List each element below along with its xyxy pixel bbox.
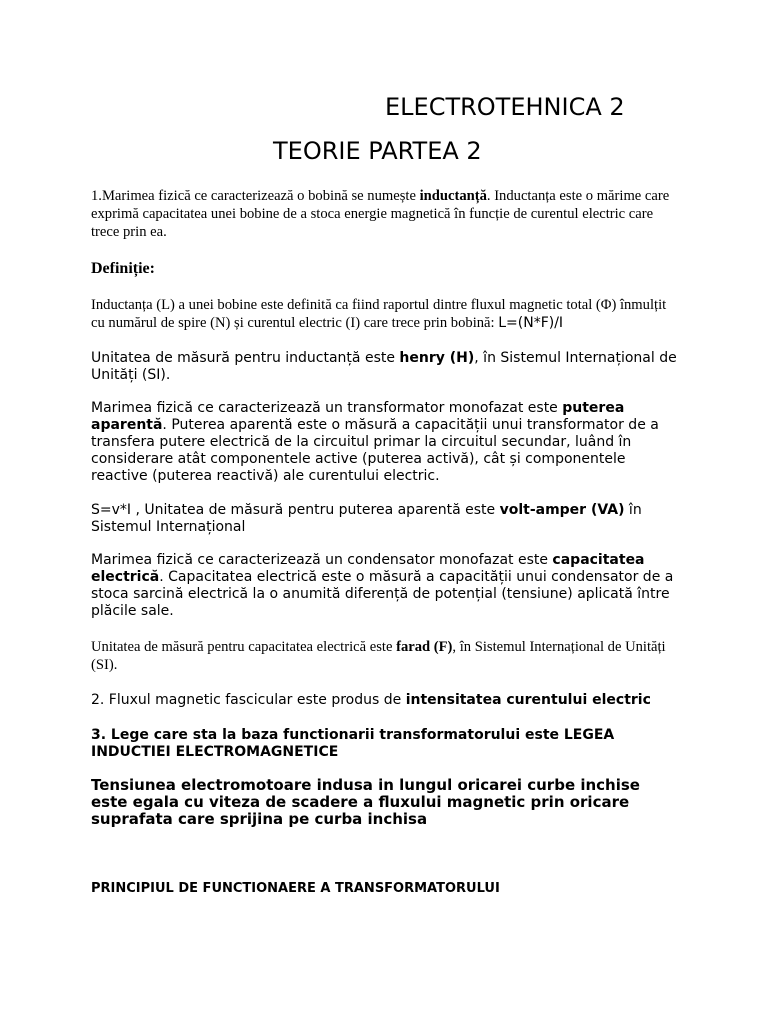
paragraph-henry-text-end: , în Sistemul Internațional de Unități (SI). xyxy=(91,350,677,383)
paragraph-volt-ampere-text-end: în Sistemul Internațional xyxy=(91,502,642,535)
paragraph-farad-text-end: , în Sistemul Internațional de Unități (SI). xyxy=(91,639,666,673)
paragraph-inductance xyxy=(91,187,681,241)
section-heading: PRINCIPIUL DE FUNCTIONAERE A TRANSFORMATORULUI xyxy=(91,881,500,896)
paragraph-definition xyxy=(91,296,681,332)
paragraph-capacitance-text: Marimea fizică ce caracterizează un condensator monofazat este xyxy=(91,552,553,568)
paragraph-emf-definition: Tensiunea electromotoare indusa in lungul oricarei curbe inchise este egala cu viteza de scadere a fluxului magnetic prin oricare suprafata care sprijina pe curba inchisa xyxy=(91,776,640,828)
paragraph-definition-text: Inductanța (L) a unei bobine este definită ca fiind raportul dintre fluxul magnetic total (Φ) înmulțit cu numărul de spire (N) și curentul electric (I) care trece prin bobină: xyxy=(91,297,667,331)
paragraph-inductance-text: 1.Marimea fizică ce caracterizează o bobină se numește xyxy=(91,188,420,204)
inductance-formula: L=(N*F)/I xyxy=(498,315,564,331)
paragraph-henry xyxy=(91,350,681,384)
document-title: ELECTROTEHNICA 2 xyxy=(385,93,625,121)
paragraph-volt-ampere-text: S=v*I , Unitatea de măsură pentru puterea aparentă este xyxy=(91,502,500,518)
paragraph-farad xyxy=(91,638,681,674)
paragraph-inductance-text-end: . Inductanța este o mărime care exprimă capacitatea unei bobine de a stoca energie magnetică în funcție de curentul electric care trece prin ea. xyxy=(91,188,670,240)
paragraph-capacitance-text-end: . Capacitatea electrică este o măsură a capacității unui condensator de a stoca sarcină electrică la o anumită diferență de potențial (tensiune) aplicată între plăcile sale. xyxy=(91,569,674,619)
paragraph-apparent-power-text-end: . Puterea aparentă este o măsură a capacității unui transformator de a transfera putere electrică de la circuitul primar la circuitul secundar, luând în considerare atât componentele active (puterea activă), cât și componentele reactive (puterea reactivă) ale curentului electric. xyxy=(91,417,659,484)
paragraph-volt-ampere-unit: volt-amper (VA) xyxy=(499,502,625,518)
paragraph-capacitance xyxy=(91,552,681,620)
paragraph-magnetic-flux-text: 2. Fluxul magnetic fascicular este produs de xyxy=(91,692,406,708)
paragraph-induction-law: 3. Lege care sta la baza functionarii transformatorului este LEGEA INDUCTIEI ELECTROMAGNETICE xyxy=(91,727,615,760)
paragraph-henry-unit: henry (H) xyxy=(399,350,475,366)
paragraph-farad-text: Unitatea de măsură pentru capacitatea electrică este xyxy=(91,639,397,655)
paragraph-apparent-power-text: Marimea fizică ce caracterizează un transformator monofazat este xyxy=(91,400,563,416)
paragraph-capacitance-term: capacitatea electrică xyxy=(91,552,645,585)
definition-heading: Definiție: xyxy=(91,260,155,277)
paragraph-magnetic-flux xyxy=(91,692,681,709)
paragraph-apparent-power-term: puterea aparentă xyxy=(91,400,625,433)
paragraph-inductance-term: inductanță xyxy=(419,188,487,204)
paragraph-farad-unit: farad (F) xyxy=(396,639,453,655)
paragraph-apparent-power xyxy=(91,400,681,485)
paragraph-volt-ampere xyxy=(91,502,681,536)
paragraph-henry-text: Unitatea de măsură pentru inductanță este xyxy=(91,350,400,366)
document-subtitle: TEORIE PARTEA 2 xyxy=(273,137,482,165)
paragraph-magnetic-flux-term: intensitatea curentului electric xyxy=(405,692,651,708)
